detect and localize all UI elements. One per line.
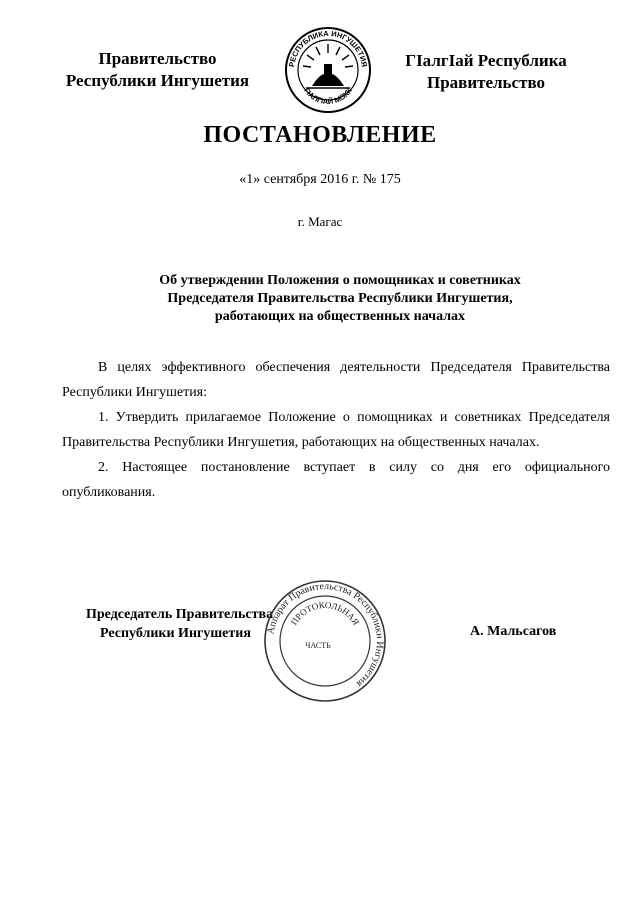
emblem-top-text: РЕСПУБЛИКА ИНГУШЕТИЯ — [287, 28, 369, 68]
stamp-outer-text: Аппарат Правительства Республики Ингушетия — [265, 580, 386, 689]
coat-of-arms-emblem — [284, 26, 372, 114]
subject-line-1: Об утверждении Положения о помощниках и советниках — [159, 273, 521, 288]
document-body — [62, 355, 610, 505]
header-left-line-2: Республики Ингушетия — [65, 71, 250, 90]
body-paragraph-3: 2. Настоящее постановление вступает в силу со дня его официального опубликования. — [62, 460, 610, 500]
stamp-center-text: ЧАСТЬ — [305, 641, 331, 650]
header-right-line-1: ГIалгIай Республика — [405, 51, 567, 70]
signatory-title-line-1: Председатель Правительства — [86, 607, 274, 622]
subject-line-3: работающих на общественных началах — [214, 309, 466, 324]
emblem-bottom-text: ГIАЛГIАЙ МОХК — [302, 86, 354, 107]
stamp-inner-text: ПРОТОКОЛЬНАЯ — [288, 599, 362, 627]
subject-line-2: Председателя Правительства Республики Ингушетия, — [167, 291, 513, 306]
document-type-title: ПОСТАНОВЛЕНИЕ — [203, 122, 437, 148]
document-date-number: «1» сентября 2016 г. № 175 — [239, 172, 401, 187]
body-paragraph-1: В целях эффективного обеспечения деятельности Председателя Правительства Республики Ингушетия: — [62, 360, 610, 400]
tower-icon — [324, 64, 332, 86]
official-stamp — [262, 578, 388, 704]
header-left-line-1: Правительство — [98, 49, 217, 68]
sun-rays-icon — [303, 44, 353, 67]
document-subject — [90, 272, 590, 326]
body-paragraph-2: 1. Утвердить прилагаемое Положение о помощниках и советниках Председателя Правительства Республики Ингушетия, работающих на общественных началах. — [62, 410, 610, 450]
signatory-name: А. Мальсагов — [470, 624, 557, 639]
header-right — [380, 50, 592, 94]
document-city: г. Магас — [297, 214, 343, 229]
signatory-title-line-2: Республики Ингушетия — [100, 626, 251, 641]
header-right-line-2: Правительство — [426, 73, 546, 92]
header-left — [40, 48, 275, 92]
